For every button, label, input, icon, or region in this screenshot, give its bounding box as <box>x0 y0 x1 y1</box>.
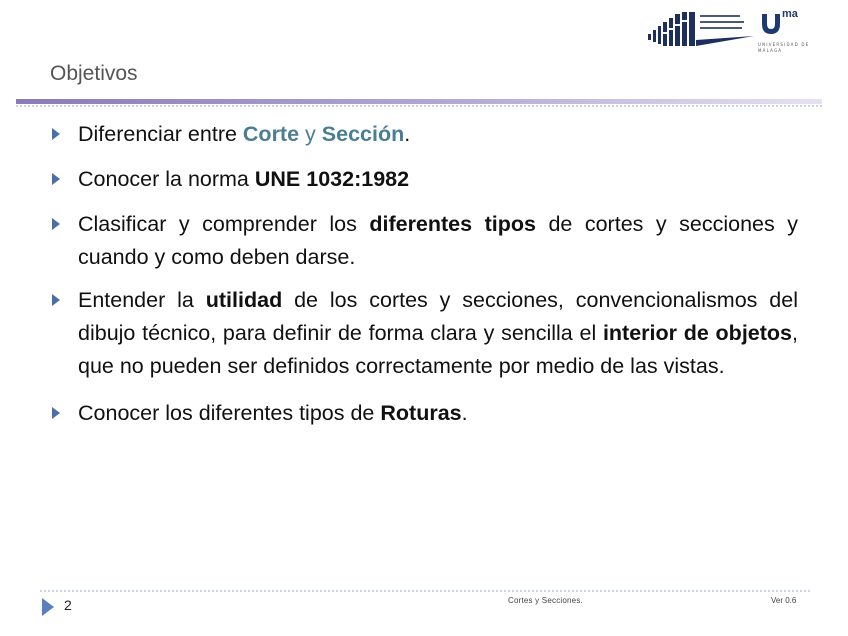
norm-name: UNE 1032:1982 <box>254 167 410 191</box>
highlight-seccion: Sección <box>321 122 405 146</box>
bullet-arrow-icon <box>52 218 60 230</box>
bullet-arrow-icon <box>52 173 60 185</box>
list-item: Entender la utilidad de los cortes y secciones, convencionalismos del dibujo técnico, para definir de forma clara y sencilla el interior de objetos, que no pueden ser definidos correctamente por medio de las vistas. <box>52 284 798 383</box>
university-logo-mark: ma <box>782 8 798 20</box>
footer-topic: Cortes y Secciones. <box>508 596 583 605</box>
slide-title: Objetivos <box>50 62 138 85</box>
bullet-arrow-icon <box>52 128 60 140</box>
list-item: Conocer la norma UNE 1032:1982 <box>52 163 798 196</box>
footer-arrow-icon <box>42 598 54 616</box>
bullet-arrow-icon <box>52 407 60 419</box>
list-item: Diferenciar entre Corte y Sección. <box>52 118 798 151</box>
highlight-corte: Corte <box>242 122 300 146</box>
objectives-list <box>52 118 798 430</box>
bullet-arrow-icon <box>52 294 60 306</box>
footer-version: Ver 0.6 <box>771 596 797 605</box>
page-number: 2 <box>64 597 72 613</box>
university-logo-text: UNIVERSIDAD DE MÁLAGA <box>758 42 810 53</box>
department-logo <box>646 10 758 50</box>
list-item: Clasificar y comprender los diferentes tipos de cortes y secciones y cuando y como deben darse. <box>52 208 798 274</box>
university-logo <box>758 8 810 58</box>
footer-divider <box>40 590 810 592</box>
title-underline <box>16 99 822 107</box>
list-item: Conocer los diferentes tipos de Roturas. <box>52 397 798 430</box>
